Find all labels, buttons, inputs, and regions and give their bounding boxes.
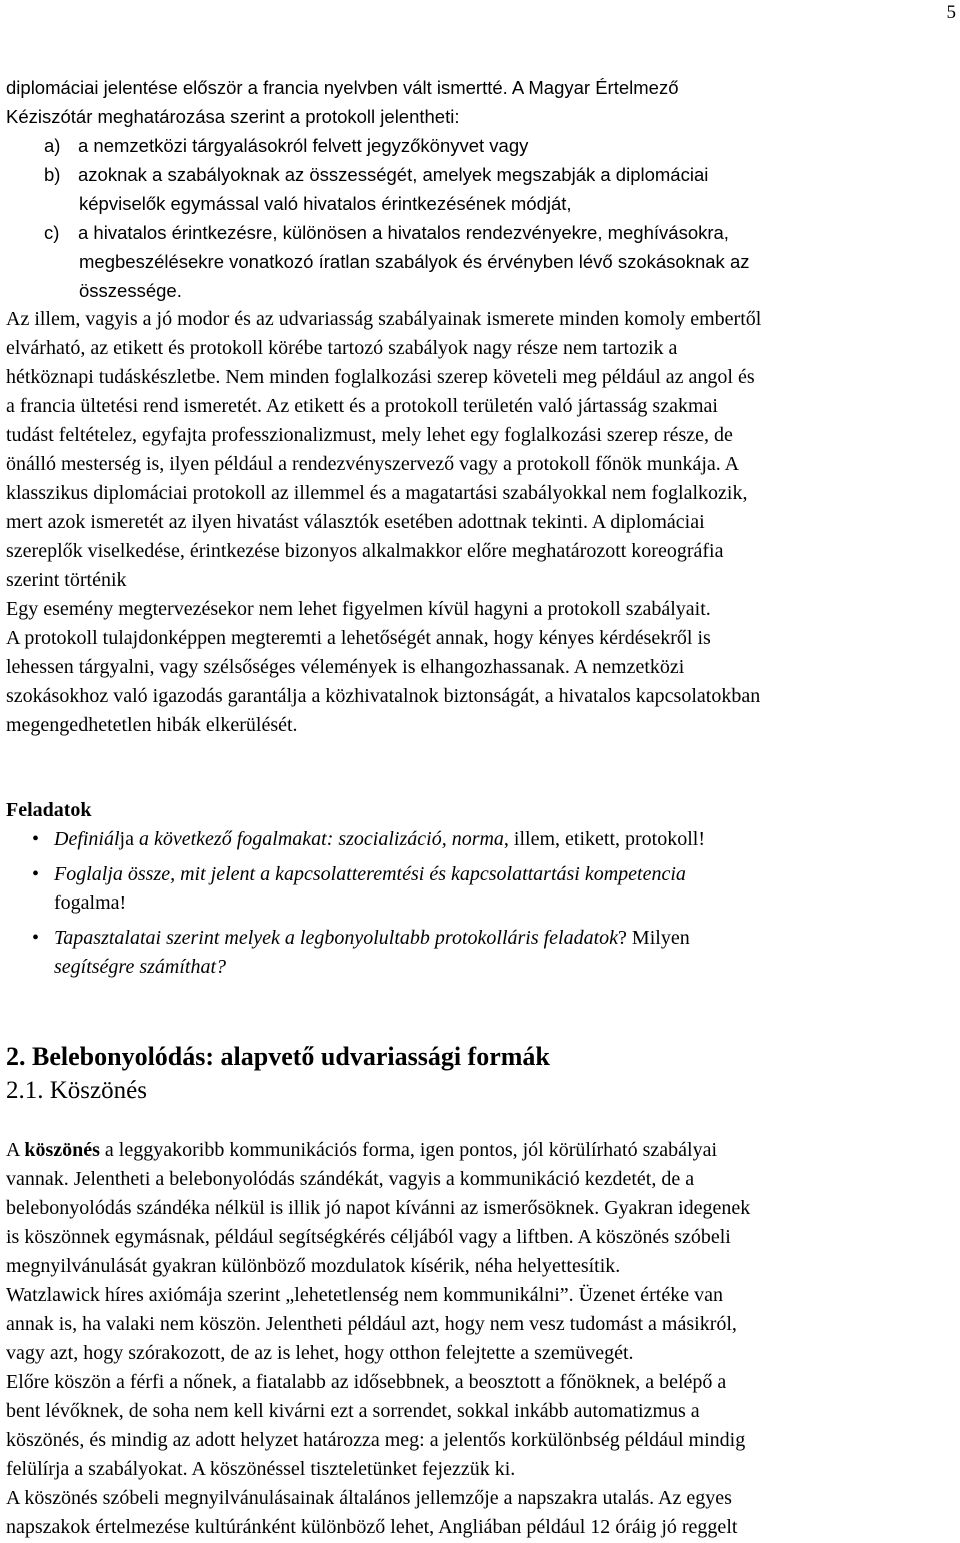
text-line: vannak. Jelentheti a belebonyolódás szándékát, vagyis a kommunikáció kezdetét, de a (6, 1168, 695, 1190)
task-text: Tapasztalatai szerint melyek a legbonyolultabb protokolláris feladatok? Milyen (54, 927, 690, 949)
text-line: belebonyolódás szándéka nélkül is illik jó napot kívánni az ismerősöknek. Gyakran idegenek (6, 1197, 751, 1219)
greeting-paragraphs (6, 1136, 958, 1542)
text-line: szokásokhoz való igazodás garantálja a közhivatalnok biztonságát, a hivatalos kapcsolatokban (6, 685, 761, 707)
text-line: annak is, ha valaki nem köszön. Jelentheti például azt, hogy nem vesz tudomást a másikról, (6, 1313, 737, 1335)
definition-item-c (6, 218, 958, 247)
text-line: szerint történik (6, 569, 127, 591)
task-item (6, 825, 958, 854)
text-line: A köszönés a leggyakoribb kommunikációs forma, igen pontos, jól körülírható szabályai (6, 1139, 718, 1161)
bullet-icon: • (32, 828, 40, 850)
text-line: köszönés, és mindig az adott helyzet határozza meg: a jelentős korkülönbség például mindig (6, 1429, 746, 1451)
text-line: Előre köszön a férfi a nőnek, a fiatalabb az idősebbnek, a beosztott a főnöknek, a belépő a (6, 1371, 727, 1393)
list-marker: b) (44, 164, 61, 185)
list-marker: c) (44, 222, 60, 243)
text-line: hétköznapi tudáskészletbe. Nem minden foglalkozási szerep követeli meg például az angol és (6, 366, 755, 388)
text-line: elvárható, az etikett és protokoll körébe tartozó szabályok nagy része nem tartozik a (6, 337, 678, 359)
section-heading: 2. Belebonyolódás: alapvető udvariassági formák (6, 1042, 550, 1071)
text-line: diplomáciai jelentése először a francia nyelvben vált ismertté. A Magyar Értelmező (6, 77, 679, 98)
definition-item-a (6, 131, 958, 160)
page-number: 5 (946, 2, 956, 23)
intro-block (6, 73, 958, 305)
list-marker: a) (44, 135, 61, 156)
tasks-list (6, 825, 958, 982)
subsection-heading: 2.1. Köszönés (6, 1077, 147, 1104)
text-line: Az illem, vagyis a jó modor és az udvariasság szabályainak ismerete minden komoly embertől (6, 308, 762, 330)
task-item (6, 924, 958, 982)
text-line: bent lévőknek, de soha nem kell kivárni ezt a sorrendet, sokkal inkább automatizmus a (6, 1400, 700, 1422)
text-line: Kéziszótár meghatározása szerint a protokoll jelentheti: (6, 106, 460, 127)
text-line: azoknak a szabályoknak az összességét, amelyek megszabják a diplomáciai (78, 164, 709, 185)
text-line: önálló mesterség is, ilyen például a rendezvényszervező vagy a protokoll főnök munkája. A (6, 453, 740, 475)
text-line: mert azok ismeretét az ilyen hivatást választók esetében adottnak tekinti. A diplomáciai (6, 511, 705, 533)
task-item (6, 860, 958, 918)
bullet-icon: • (32, 863, 40, 885)
text-line: a hivatalos érintkezésre, különösen a hivatalos rendezvényekre, meghívásokra, (78, 222, 729, 243)
task-text: segítségre számíthat? (54, 956, 227, 978)
text-line: a nemzetközi tárgyalásokról felvett jegyzőkönyvet vagy (78, 135, 529, 156)
text-line: Egy esemény megtervezésekor nem lehet figyelmen kívül hagyni a protokoll szabályait. (6, 598, 711, 620)
bullet-icon: • (32, 927, 40, 949)
text-line: A protokoll tulajdonképpen megteremti a lehetőségét annak, hogy kényes kérdésekről is (6, 627, 711, 649)
task-text: fogalma! (54, 892, 127, 914)
text-line: Watzlawick híres axiómája szerint „lehetetlenség nem kommunikálni”. Üzenet értéke van (6, 1284, 723, 1306)
text-line: megengedhetetlen hibák elkerülését. (6, 714, 298, 736)
text-line: klasszikus diplomáciai protokoll az illemmel és a magatartási szabályokkal nem foglalkozik, (6, 482, 748, 504)
text-line: napszakok értelmezése kultúránként különböző lehet, Angliában például 12 óráig jó reggelt (6, 1516, 738, 1538)
text-line: vagy azt, hogy szórakozott, de az is lehet, hogy otthon felejtette a szemüvegét. (6, 1342, 634, 1364)
text-line: is köszönnek egymásnak, például segítségkérés céljából vagy a liftben. A köszönés szóbeli (6, 1226, 731, 1248)
text-line: megnyilvánulását gyakran különböző mozdulatok kísérik, néha helyettesítik. (6, 1255, 621, 1277)
text-line: a francia ültetési rend ismeretét. Az etikett és a protokoll területén való jártasság szakmai (6, 395, 718, 417)
text-line: lehessen tárgyalni, vagy szélsőséges vélemények is elhangozhassanak. A nemzetközi (6, 656, 685, 678)
text-line: A köszönés szóbeli megnyilvánulásainak általános jellemzője a napszakra utalás. Az egyes (6, 1487, 732, 1509)
text-line: felülírja a szabályokat. A köszönéssel tiszteletünket fejezzük ki. (6, 1458, 516, 1480)
text-line: megbeszélésekre vonatkozó íratlan szabályok és érvényben lévő szokásoknak az (79, 251, 750, 272)
task-text: Definiálja a következő fogalmakat: szocializáció, norma, illem, etikett, protokoll! (54, 828, 705, 850)
text-line: képviselők egymással való hivatalos érintkezésének módját, (79, 193, 572, 214)
task-text: Foglalja össze, mit jelent a kapcsolatteremtési és kapcsolattartási kompetencia (54, 863, 686, 885)
tasks-heading: Feladatok (6, 799, 92, 821)
definition-item-b (6, 160, 958, 189)
body-paragraphs (6, 305, 958, 740)
text-line: tudást feltételez, egyfajta professzionalizmust, mely lehet egy foglalkozási szerep része, de (6, 424, 733, 446)
document-body (6, 73, 958, 1542)
text-line: szereplők viselkedése, érintkezése bizonyos alkalmakkor előre meghatározott koreográfia (6, 540, 724, 562)
text-line: összessége. (79, 280, 182, 301)
